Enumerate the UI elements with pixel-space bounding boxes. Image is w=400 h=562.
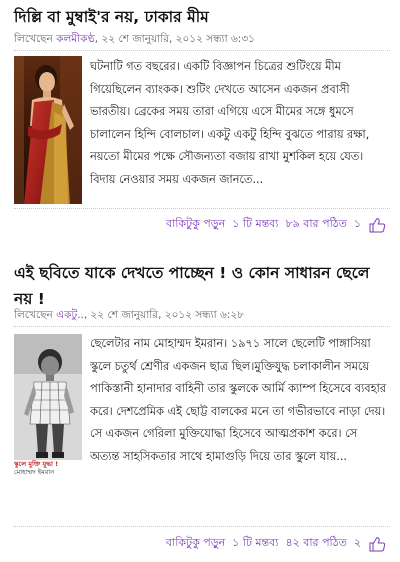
read-more-link[interactable]: বাকিটুকু পড়ুন [165, 536, 226, 549]
post-footer [166, 534, 386, 553]
read-count: ৪২ বার পঠিত [285, 536, 347, 549]
comments-link[interactable]: ১ টি মন্তব্য [232, 217, 279, 230]
boy-photo-icon [14, 334, 82, 460]
like-count: ১ [353, 217, 361, 230]
post-date: , ২২ শে জানুয়ারি, ২০১২ সন্ধ্যা ৬:৩১ [94, 33, 255, 45]
thumbs-up-icon[interactable] [368, 536, 386, 552]
thumbnail-caption [14, 460, 82, 476]
post-thumbnail[interactable] [14, 56, 82, 204]
blog-post [0, 250, 400, 562]
meta-prefix: লিখেছেন [14, 309, 57, 321]
thumbs-up-icon[interactable] [368, 217, 386, 233]
post-thumbnail[interactable] [14, 334, 82, 484]
post-title[interactable]: এই ছবিতে যাকে দেখতে পাচ্ছেন ! ও কোন সাধারন ছেলে নয় ! [14, 264, 370, 308]
post-excerpt: ঘটনাটি গত বছরের। একটি বিজ্ঞাপন চিত্রের শুটিংয়ে মীম গিয়েছিলেন ব্যাংকক। শুটিং দেখতে আসেন একজন প্রবাসী ভারতীয়। ব্রেকের সময় তারা এগিয়ে এসে মীমের সঙ্গে ধুমসে চালালেন হিন্দি বোলচাল। একটু একটু হিন্দি বুঝতে পারায় রক্ষা, নয়তো মীমের পক্ষে সৌজন্যতা বজায় রাখা মুশকিল হয়ে যেত। বিদায় নেওয়ার সময় একজন জানতে... [90, 60, 370, 186]
divider [14, 50, 390, 51]
thumbnail-caption-line-2: মোহাম্মদ ইমরান [14, 468, 55, 476]
meta-prefix: লিখেছেন [14, 33, 57, 45]
divider [14, 326, 390, 327]
like-count: ২ [353, 536, 361, 549]
post-title[interactable]: দিল্লি বা মুম্বাই'র নয়, ঢাকার মীম [14, 8, 209, 26]
comments-link[interactable]: ১ টি মন্তব্য [232, 536, 279, 549]
post-meta [14, 32, 390, 46]
read-more-link[interactable]: বাকিটুকু পড়ুন [165, 217, 226, 230]
woman-in-saree-photo-icon [14, 56, 82, 204]
divider [14, 526, 390, 527]
post-excerpt: ছেলেটার নাম মোহাম্মদ ইমরান। ১৯৭১ সালে ছেলেটি পাঙ্গাসিয়া স্কুলে চতুর্থ শ্রেণীর একজন ছাত্র ছিল।মুক্তিযুদ্ধ চলাকালীন সময়ে পাকিস্তানী হানাদার বাহিনী তার স্কুলকে আর্মি ক্যাম্প হিসেবে ব্যবহার করে। দেশপ্রেমিক এই ছোট্ট বালকের মনে তা গভীরভাবে নাড়া দেয়। সে একজন গেরিলা মুক্তিযোদ্ধা হিসেবে আত্মপ্রকাশ করে। সে অত্যন্ত সাহসিকতার সাথে হামাগুড়ি দিয়ে তার স্কুলে যায়... [90, 337, 387, 463]
author-link[interactable]: কলমীকণ্ঠ [56, 33, 95, 45]
post-footer [166, 215, 386, 234]
thumbnail-caption-line-1: স্কুলে মুক্তি যুদ্ধা ! [14, 460, 59, 468]
divider [14, 208, 390, 209]
post-date: , ২২ শে জানুয়ারি, ২০১২ সন্ধ্যা ৬:২৮ [83, 309, 245, 321]
author-link[interactable]: একটু.. [56, 309, 84, 321]
post-meta [14, 308, 390, 322]
read-count: ৮৯ বার পঠিত [285, 217, 347, 230]
blog-post [0, 0, 400, 242]
